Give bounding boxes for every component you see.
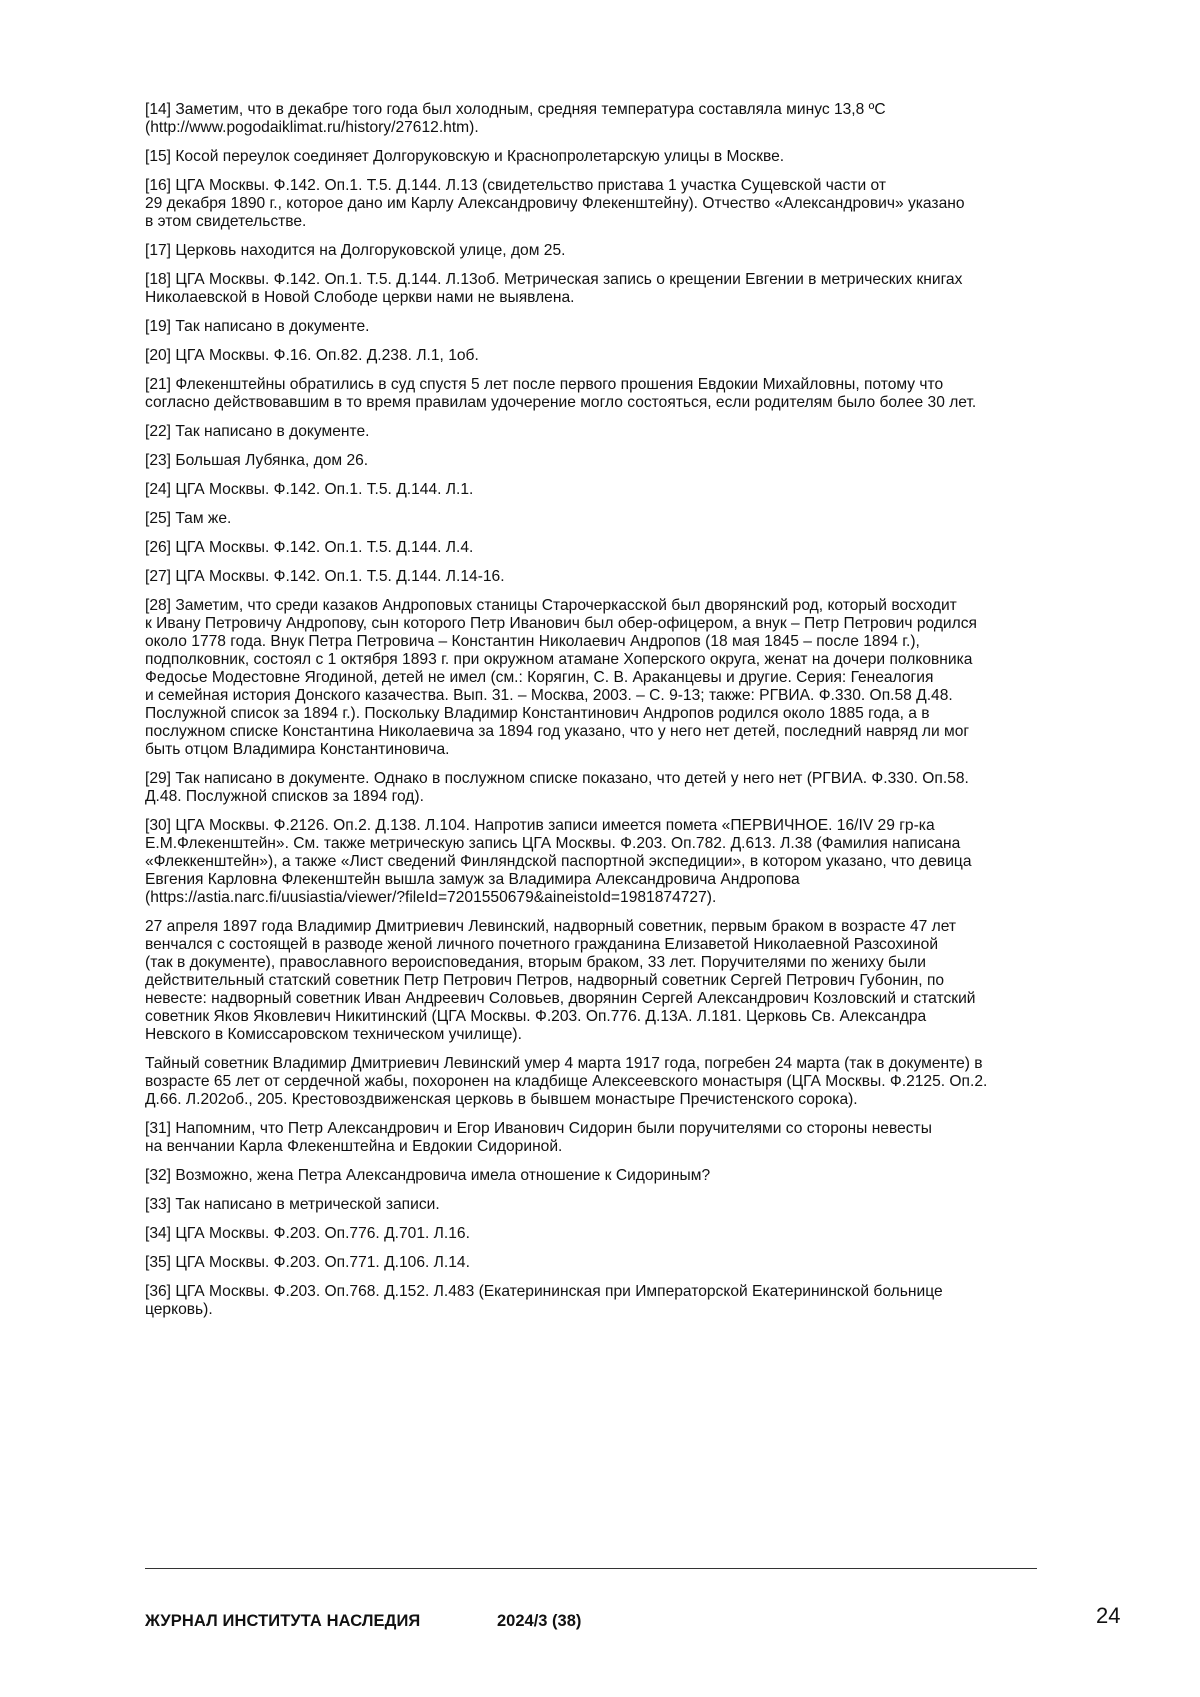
footnote-29: [29] Так написано в документе. Однако в послужном списке показано, что детей у него нет (РГВИА. Ф.330. Оп.58. Д.48. Послужной списков за 1894 год). xyxy=(145,770,969,805)
footnote-32: [32] Возможно, жена Петра Александровича имела отношение к Сидориным? xyxy=(145,1167,711,1184)
footnote-27: [27] ЦГА Москвы. Ф.142. Оп.1. Т.5. Д.144. Л.14-16. xyxy=(145,568,505,585)
footnotes-list xyxy=(145,101,1135,1330)
footnote-21: [21] Флекенштейны обратились в суд спустя 5 лет после первого прошения Евдокии Михайловны, потому что согласно действовавшим в то время правилам удочерение могло состояться, если родителям было более 30 лет. xyxy=(145,376,977,411)
footnote-25: [25] Там же. xyxy=(145,510,232,527)
footnote-17: [17] Церковь находится на Долгоруковской улице, дом 25. xyxy=(145,242,566,259)
footnote-33: [33] Так написано в метрической записи. xyxy=(145,1196,440,1213)
footer-divider xyxy=(145,1568,1037,1569)
footnote-26: [26] ЦГА Москвы. Ф.142. Оп.1. Т.5. Д.144. Л.4. xyxy=(145,539,474,556)
footnote-30-continued-1: 27 апреля 1897 года Владимир Дмитриевич Левинский, надворный советник, первым браком в возрасте 47 лет венчался с состоящей в разводе женой личного почетного гражданина Елизаветой Николаевной Разсохиной (так в документе), православного вероисповедания, вторым браком, 33 лет. Поручителями по жениху были действительный статский советник Петр Петрович Петров, надворный советник Сергей Петрович Губонин, по невесте: надворный советник Иван Андреевич Соловьев, дворянин Сергей Александрович Козловский и статский советник Яков Яковлевич Никитинский (ЦГА Москвы. Ф.203. Оп.776. Д.13А. Л.181. Церковь Св. Александра Невского в Комиссаровском техническом училище). xyxy=(145,918,976,1043)
footnote-14: [14] Заметим, что в декабре того года был холодным, средняя температура составляла минус 13,8 ºС (http://www.pogodaiklimat.ru/history/27612.htm). xyxy=(145,101,886,136)
footnote-15: [15] Косой переулок соединяет Долгоруковскую и Краснопролетарскую улицы в Москве. xyxy=(145,148,785,165)
journal-issue: 2024/3 (38) xyxy=(497,1612,582,1630)
footnote-16: [16] ЦГА Москвы. Ф.142. Оп.1. Т.5. Д.144. Л.13 (свидетельство пристава 1 участка Сущевской части от 29 декабря 1890 г., которое дано им Карлу Александровичу Флекенштейну). Отчество «Александрович» указано в этом свидетельстве. xyxy=(145,177,965,230)
page-number: 24 xyxy=(1096,1603,1121,1628)
footnote-23: [23] Большая Лубянка, дом 26. xyxy=(145,452,369,469)
footnote-22: [22] Так написано в документе. xyxy=(145,423,370,440)
footnote-28: [28] Заметим, что среди казаков Андроповых станицы Старочеркасской был дворянский род, который восходит к Ивану Петровичу Андропову, сын которого Петр Иванович был обер-офицером, а внук – Петр Петрович родился около 1778 года. Внук Петра Петровича – Константин Николаевич Андропов (18 мая 1845 – после 1894 г.), подполковник, состоял с 1 октября 1893 г. при окружном атамане Хоперского округа, женат на дочери полковника Федосье Модестовне Ягодиной, детей не имел (см.: Корягин, С. В. Араканцевы и другие. Серия: Генеалогия и семейная история Донского казачества. Вып. 31. – Москва, 2003. – С. 9-13; также: РГВИА. Ф.330. Оп.58 Д.48. Послужной список за 1894 г.). Поскольку Владимир Константинович Андропов родился около 1885 года, а в послужном списке Константина Николаевича за 1894 год указано, что у него нет детей, последний навряд ли мог быть отцом Владимира Константиновича. xyxy=(145,597,977,758)
footnote-20: [20] ЦГА Москвы. Ф.16. Оп.82. Д.238. Л.1, 1об. xyxy=(145,347,479,364)
footnote-18: [18] ЦГА Москвы. Ф.142. Оп.1. Т.5. Д.144. Л.13об. Метрическая запись о крещении Евгении в метрических книгах Николаевской в Новой Слободе церкви нами не выявлена. xyxy=(145,271,963,306)
footnote-34: [34] ЦГА Москвы. Ф.203. Оп.776. Д.701. Л.16. xyxy=(145,1225,470,1242)
journal-title: ЖУРНАЛ ИНСТИТУТА НАСЛЕДИЯ xyxy=(145,1612,421,1630)
footnote-35: [35] ЦГА Москвы. Ф.203. Оп.771. Д.106. Л.14. xyxy=(145,1254,470,1271)
footnote-31: [31] Напомним, что Петр Александрович и Егор Иванович Сидорин были поручителями со стороны невесты на венчании Карла Флекенштейна и Евдокии Сидориной. xyxy=(145,1120,932,1155)
footnote-24: [24] ЦГА Москвы. Ф.142. Оп.1. Т.5. Д.144. Л.1. xyxy=(145,481,474,498)
footnote-36: [36] ЦГА Москвы. Ф.203. Оп.768. Д.152. Л.483 (Екатерининская при Императорской Екатерининской больнице церковь). xyxy=(145,1283,943,1318)
footnote-19: [19] Так написано в документе. xyxy=(145,318,370,335)
footnote-30-continued-2: Тайный советник Владимир Дмитриевич Левинский умер 4 марта 1917 года, погребен 24 марта (так в документе) в возрасте 65 лет от сердечной жабы, похоронен на кладбище Алексеевского монастыря (ЦГА Москвы. Ф.2125. Оп.2. Д.66. Л.202об., 205. Крестовоздвиженская церковь в бывшем монастыре Пречистенского сорока). xyxy=(145,1055,988,1108)
footnote-30: [30] ЦГА Москвы. Ф.2126. Оп.2. Д.138. Л.104. Напротив записи имеется помета «ПЕРВИЧНОЕ. 16/IV 29 гр-ка Е.М.Флекенштейн». См. также метрическую запись ЦГА Москвы. Ф.203. Оп.782. Д.613. Л.38 (Фамилия написана «Флеккенштейн»), а также «Лист сведений Финляндской паспортной экспедиции», в котором указано, что девица Евгения Карловна Флекенштейн вышла замуж за Владимира Александровича Андропова (https://astia.narc.fi/uusiastia/viewer/?fileId=7201550679&aineistoId=1981874727). xyxy=(145,817,972,906)
